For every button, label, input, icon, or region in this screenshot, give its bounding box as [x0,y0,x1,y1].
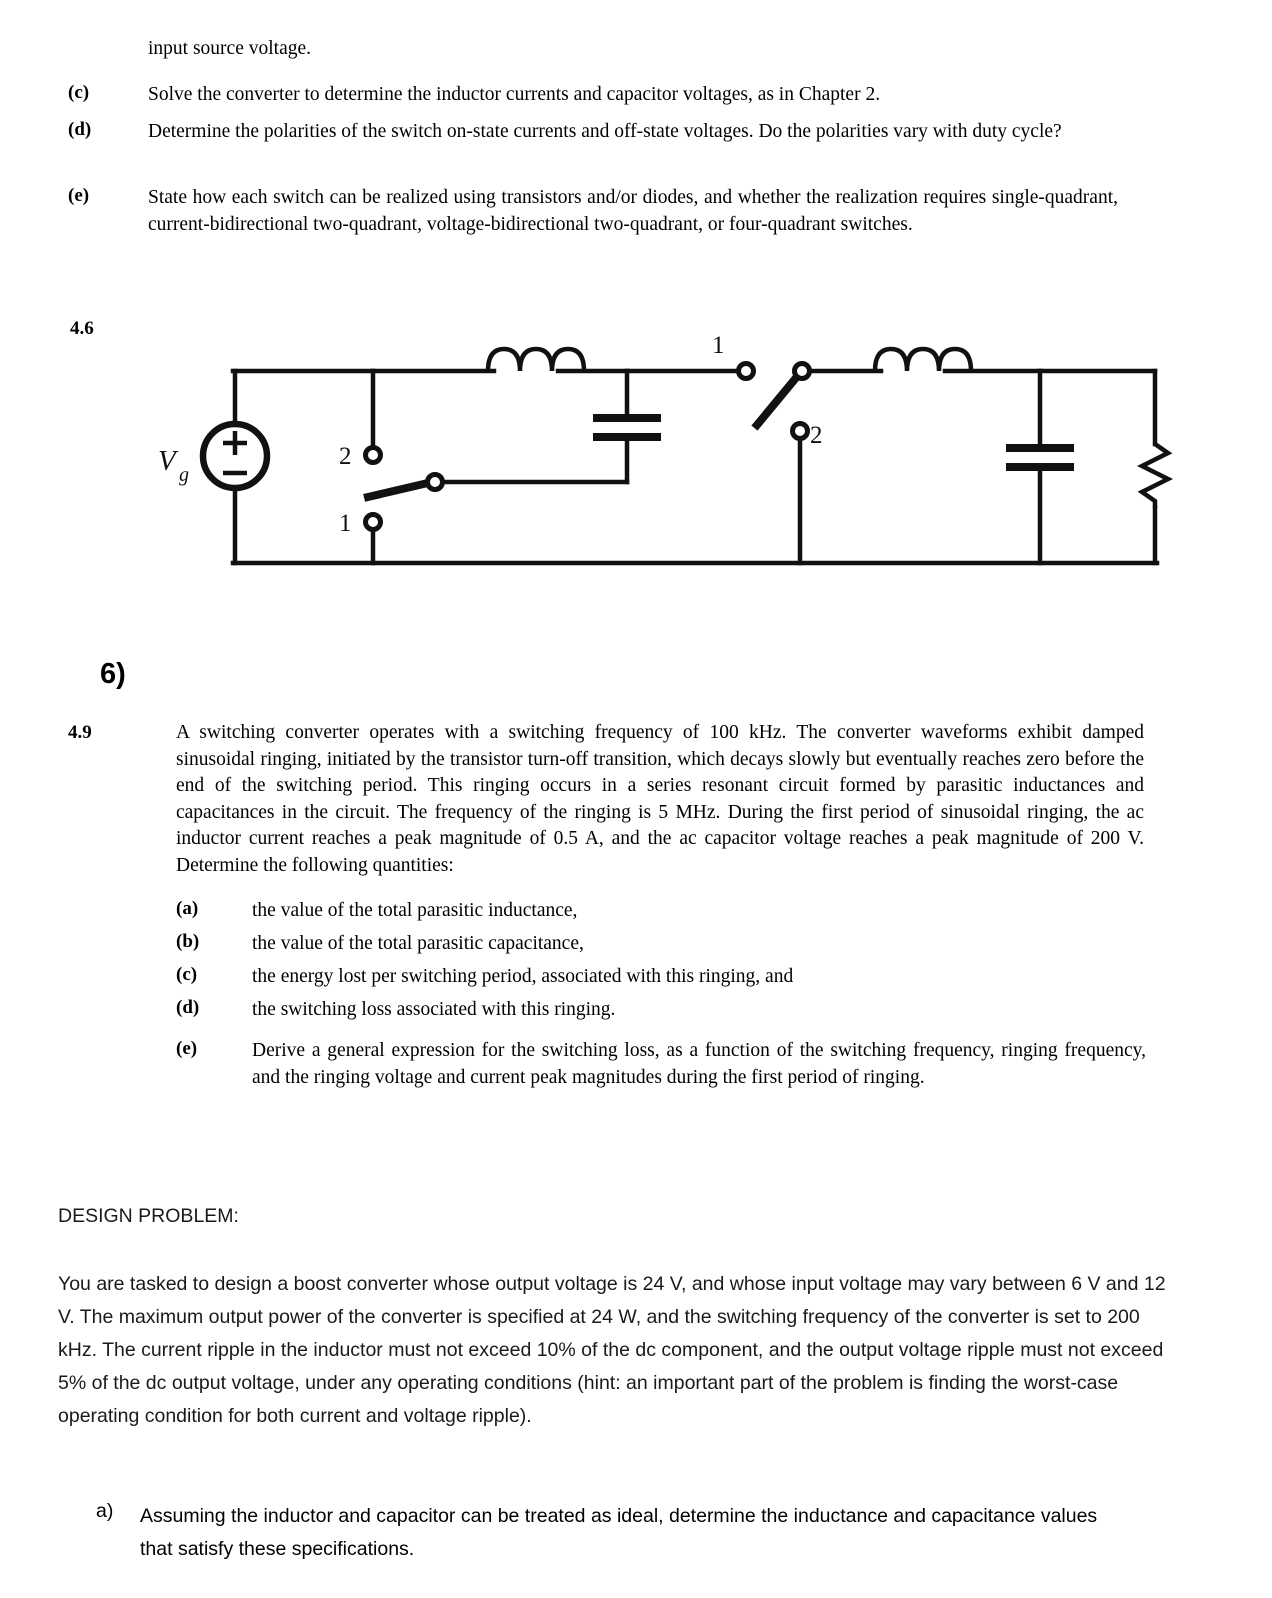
design-problem-body: You are tasked to design a boost converter whose output voltage is 24 V, and whose input voltage may vary between 6 V and 12 V. The maximum output power of the converter is specified at 24 W, and the switching frequency of the converter is set to 200 kHz. The current ripple in the inductor must not exceed 10% of the dc component, and the output voltage ripple must not exceed 5% of the dc output voltage, under any operating conditions (hint: an important part of the problem is finding the worst-case operating condition for both current and voltage ripple). [58,1273,1166,1427]
design-problem-heading: DESIGN PROBLEM: [58,1205,239,1227]
list-item-e: State how each switch can be realized using transistors and/or diodes, and whether the realization requires single-quadrant, current-bidirectional two-quadrant, voltage-bidirectional two-quadrant, or four-quadrant switches. [148,187,1118,235]
list-label-c: (c) [68,82,90,103]
list-label-4-9-c: (c) [176,964,198,985]
source-label-v: V [158,445,176,477]
switch1-blade [368,482,432,497]
switch2-label-1: 1 [712,332,725,359]
list-item-d: Determine the polarities of the switch on-state currents and off-state voltages. Do the polarities vary with duty cycle? [148,121,1062,142]
problem-4-9-paragraph: A switching converter operates with a switching frequency of 100 kHz. The converter waveforms exhibit damped sinusoidal ringing, initiated by the transistor turn-off transition, which decays slowly but eventually reaches zero before the end of the switching period. This ringing occurs in a series resonant circuit formed by parasitic inductances and capacitances in the circuit. The frequency of the ringing is 5 MHz. During the first period of sinusoidal ringing, the ac inductor current reaches a peak magnitude of 0.5 A, and the ac capacitor voltage reaches a peak magnitude of 200 V. Determine the following quantities: [176,722,1144,876]
source-label-subscript-g: g [179,464,189,486]
list-label-4-9-e: (e) [176,1038,198,1059]
switch1-label-1: 1 [339,510,352,537]
switch2-label-2: 2 [810,422,823,449]
switch2-terminal-2-node [793,424,808,439]
switch1-terminal-1-node [366,515,381,530]
list-label-4-9-b: (b) [176,931,200,952]
list-label-d: (d) [68,119,92,140]
list-item-4-9-e: Derive a general expression for the switching loss, as a function of the switching frequency, ringing frequency, and the ringing voltage and current peak magnitudes during the first period of ringing. [252,1040,1146,1088]
list-item-c: Solve the converter to determine the inductor currents and capacitor voltages, as in Chapter 2. [148,84,881,105]
list-label-4-9-a: (a) [176,898,199,919]
switch1-label-2: 2 [339,443,352,470]
capacitor-c1-top-plate [593,414,661,422]
list-label-4-9-d: (d) [176,997,200,1018]
handwritten-marker-6: 6) [100,658,126,690]
inductor-l1-symbol [488,349,584,371]
design-problem-item-a: Assuming the inductor and capacitor can be treated as ideal, determine the inductance and capacitance values that satisfy these specifications. [140,1505,1098,1560]
problem-number-4-9: 4.9 [68,722,92,743]
list-item-4-9-c: the energy lost per switching period, associated with this ringing, and [252,966,794,987]
switch1-common-node [428,475,443,490]
load-resistor-symbol [1142,444,1168,508]
source-plus-icon [223,431,247,455]
switch1-terminal-2-node [366,448,381,463]
switch2-terminal-1-node [739,364,754,379]
list-label-e: (e) [68,185,90,206]
switch2-common-node [795,364,810,379]
switch2-blade [757,373,800,425]
design-problem-label-a: a) [96,1500,114,1522]
problem-number-4-6: 4.6 [70,318,94,339]
inductor-l2-symbol [875,349,971,371]
list-item-4-9-a: the value of the total parasitic inductance, [252,900,578,921]
capacitor-c1-bottom-plate [593,433,661,441]
list-item-4-9-b: the value of the total parasitic capacitance, [252,933,584,954]
continued-line: input source voltage. [148,38,311,59]
voltage-source-symbol [203,424,267,488]
list-item-4-9-d: the switching loss associated with this ringing. [252,999,616,1020]
capacitor-c2-bottom-plate [1006,463,1074,471]
capacitor-c2-top-plate [1006,444,1074,452]
